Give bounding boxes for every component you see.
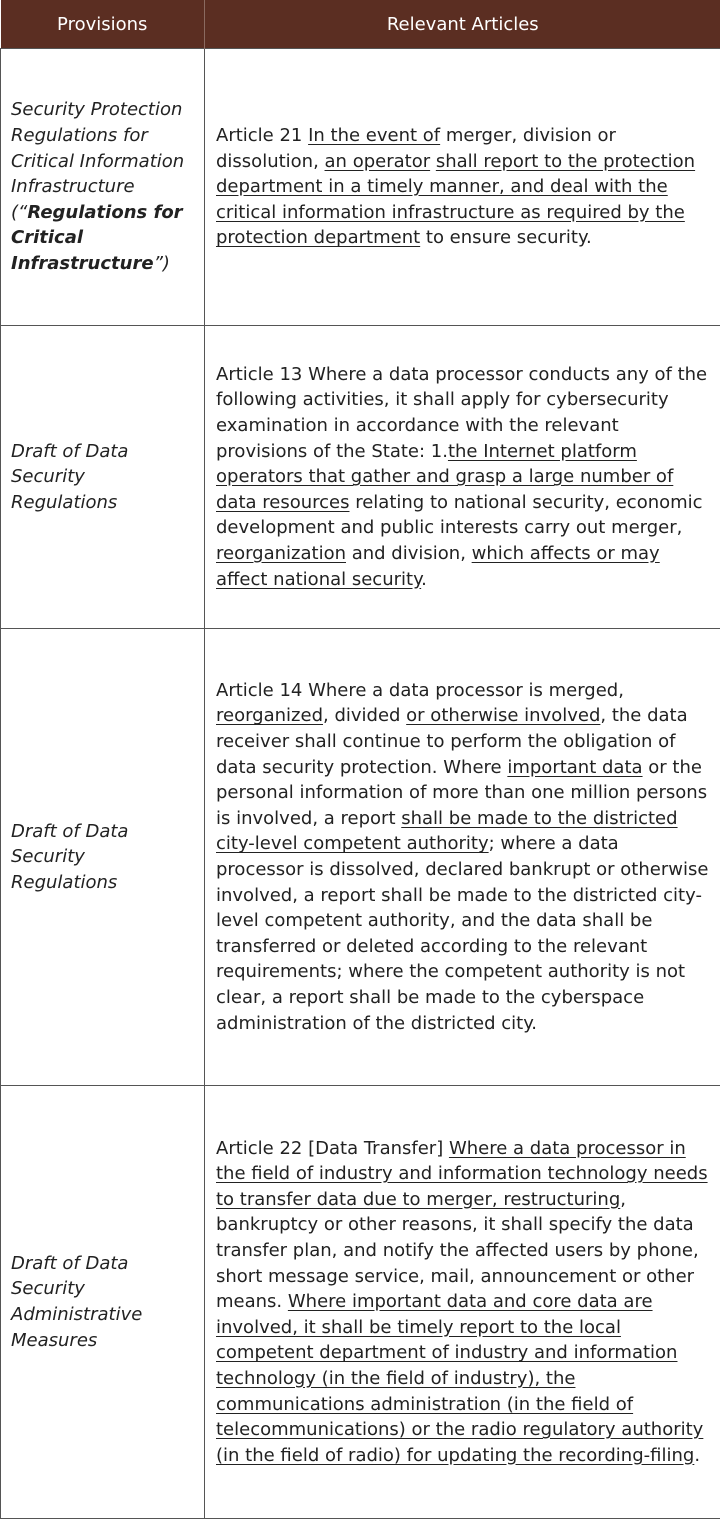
article-text	[216, 364, 707, 590]
article-underlined-text: Where important data and core data are involved, it shall be timely report to the local competent department of industry and information technology (in the field of industry), the communications administration (in the field of telecommunications) or the radio regulatory authority (in the field of radio) for updating the recording-filing	[216, 1291, 703, 1466]
table-row	[1, 326, 720, 629]
article-underlined-text: Where a data processor in the field of industry and information technology needs to transfer data due to merger, restructuring	[216, 1138, 708, 1210]
article-text-part: , divided	[323, 705, 406, 726]
article-cell	[205, 49, 720, 326]
table-row	[1, 629, 720, 1086]
provision-cell	[1, 49, 205, 326]
article-cell	[205, 326, 720, 629]
article-underlined-text: important data	[507, 757, 642, 778]
table-header-row	[1, 0, 720, 49]
article-text-part: ; where a data processor is dissolved, declared bankrupt or otherwise involved, a report shall be made to the districted city-level competent authority, and the data shall be transferred or deleted according to the relevant requirements; where the competent authority is not clear, a report shall be made to the cyberspace administration of the districted city.	[216, 833, 708, 1033]
provision-text: Draft of Data Security Regulations	[11, 441, 128, 513]
article-text-part: relating to national security, economic development and public interests carry out merger,	[216, 492, 703, 539]
article-underlined-text: which affects or may affect national security	[216, 543, 660, 590]
table-row	[1, 1086, 720, 1519]
article-text-part: Article 22 [Data Transfer]	[216, 1138, 449, 1159]
table-row	[1, 49, 720, 326]
article-text-part: Article 14 Where a data processor is merged,	[216, 680, 624, 701]
article-text-part: Article 21	[216, 125, 308, 146]
article-underlined-text: In the event of	[308, 125, 440, 146]
article-underlined-text: shall report to the protection department in a timely manner, and deal with the critical information infrastructure as required by the protection department	[216, 151, 695, 249]
article-underlined-text: shall be made to the districted city-level competent authority	[216, 808, 678, 855]
article-text	[216, 125, 695, 248]
provision-cell	[1, 1086, 205, 1519]
provision-text-part: Security Protection Regulations for Critical Information Infrastructure (“	[11, 99, 184, 222]
header-provisions: Provisions	[1, 0, 205, 49]
article-underlined-text: reorganization	[216, 543, 346, 564]
provision-text: Draft of Data Security Administrative Measures	[11, 1253, 142, 1351]
article-underlined-text: reorganized	[216, 705, 323, 726]
article-text-part: Article 13 Where a data processor conducts any of the following activities, it shall apply for cybersecurity examination in accordance with the relevant provisions of the State: 1.	[216, 364, 707, 462]
provision-cell	[1, 326, 205, 629]
article-text-part: , bankruptcy or other reasons, it shall specify the data transfer plan, and notify the affected users by phone, short message service, mail, announcement or other means.	[216, 1189, 699, 1312]
article-text-part: to ensure security.	[420, 227, 592, 248]
provision-text: Draft of Data Security Regulations	[11, 821, 128, 893]
header-relevant-articles: Relevant Articles	[205, 0, 720, 49]
article-cell	[205, 629, 720, 1086]
article-underlined-text: an operator	[325, 151, 431, 172]
article-text-part: , the data receiver shall continue to perform the obligation of data security protection. Where	[216, 705, 688, 777]
article-text-part: or the personal information of more than one million persons is involved, a report	[216, 757, 707, 829]
provision-cell	[1, 629, 205, 1086]
article-text-part: and division,	[346, 543, 472, 564]
article-underlined-text: the Internet platform operators that gather and grasp a large number of data resources	[216, 441, 673, 513]
article-text	[216, 680, 708, 1034]
provision-text	[11, 99, 184, 274]
article-text-part: merger, division or dissolution,	[216, 125, 616, 172]
article-cell	[205, 1086, 720, 1519]
article-text-part: .	[421, 569, 427, 590]
article-underlined-text: or otherwise involved	[406, 705, 600, 726]
article-text-part: .	[694, 1445, 700, 1466]
provision-text-part: ”)	[154, 253, 170, 274]
article-text	[216, 1138, 708, 1466]
provision-short-name: Regulations for Critical Infrastructure	[11, 202, 183, 274]
